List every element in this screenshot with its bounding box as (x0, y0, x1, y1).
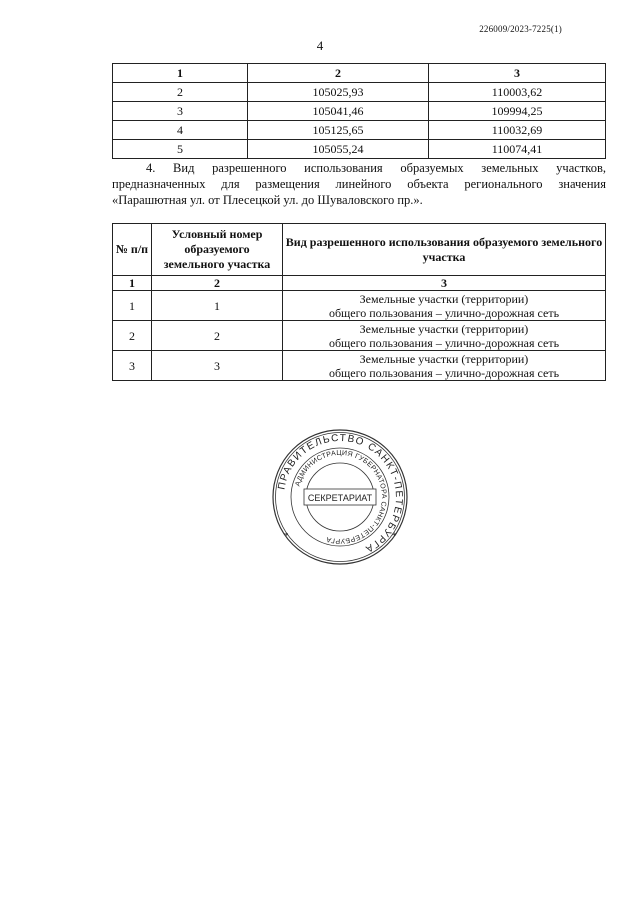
point-number-cell: 5 (113, 140, 248, 159)
x-coordinate-cell: 105055,24 (248, 140, 429, 159)
section-4-paragraph: 4. Вид разрешенного использования образуемых земельных участков, предназначенных для размещения линейного объекта регионального значения «Парашютная ул. от Плесецкой ул. до Шуваловского пр.». (112, 161, 606, 207)
permitted-use-line1: Земельные участки (территории) (359, 321, 529, 336)
point-number-cell: 3 (113, 102, 248, 121)
table-row (113, 102, 606, 121)
document-registration-number: 226009/2023-7225(1) (479, 24, 562, 34)
table-header-row (113, 64, 606, 83)
row-number-cell: 2 (113, 321, 152, 351)
permitted-use-table (112, 223, 606, 381)
permitted-use-line1: Земельные участки (территории) (359, 291, 529, 306)
table-header-row (113, 224, 606, 276)
table-row (113, 83, 606, 102)
column-number-2: 2 (152, 276, 283, 291)
y-coordinate-cell: 110074,41 (429, 140, 606, 159)
header-plot-number: Условный номер образуемого земельного участка (152, 224, 283, 276)
official-seal-stamp (270, 427, 410, 567)
seal-star-icon-right: * (392, 531, 397, 541)
table-row (113, 121, 606, 140)
plot-number-cell: 3 (152, 351, 283, 381)
point-number-cell: 2 (113, 83, 248, 102)
point-number-cell: 4 (113, 121, 248, 140)
column-number-3: 3 (429, 64, 606, 83)
y-coordinate-cell: 109994,25 (429, 102, 606, 121)
column-number-1: 1 (113, 64, 248, 83)
y-coordinate-cell: 110003,62 (429, 83, 606, 102)
permitted-use-line2: общего пользования – улично-дорожная сеть (328, 365, 560, 380)
row-number-cell: 1 (113, 291, 152, 321)
header-row-number: № п/п (113, 224, 152, 276)
seal-center-text: СЕКРЕТАРИАТ (307, 493, 373, 503)
column-number-1: 1 (113, 276, 152, 291)
permitted-use-cell (283, 351, 606, 381)
x-coordinate-cell: 105025,93 (248, 83, 429, 102)
seal-outer-text: ПРАВИТЕЛЬСТВО САНКТ-ПЕТЕРБУРГА (276, 432, 405, 555)
seal-star-icon-left: * (284, 531, 289, 541)
y-coordinate-cell: 110032,69 (429, 121, 606, 140)
table-row (113, 140, 606, 159)
column-number-3: 3 (283, 276, 606, 291)
permitted-use-line2: общего пользования – улично-дорожная сеть (328, 335, 560, 350)
permitted-use-line2: общего пользования – улично-дорожная сеть (328, 305, 560, 320)
column-number-2: 2 (248, 64, 429, 83)
plot-number-cell: 1 (152, 291, 283, 321)
page-number: 4 (316, 38, 324, 53)
permitted-use-cell (283, 321, 606, 351)
x-coordinate-cell: 105125,65 (248, 121, 429, 140)
permitted-use-cell (283, 291, 606, 321)
coordinates-table (112, 63, 606, 159)
table-row (113, 351, 606, 381)
x-coordinate-cell: 105041,46 (248, 102, 429, 121)
seal-inner-text: АДМИНИСТРАЦИЯ ГУБЕРНАТОРА САНКТ-ПЕТЕРБУРГА (294, 449, 388, 545)
row-number-cell: 3 (113, 351, 152, 381)
permitted-use-line1: Земельные участки (территории) (359, 351, 529, 366)
table-row (113, 321, 606, 351)
table-row (113, 291, 606, 321)
header-permitted-use: Вид разрешенного использования образуемого земельного участка (283, 224, 606, 276)
column-numbers-row (113, 276, 606, 291)
plot-number-cell: 2 (152, 321, 283, 351)
